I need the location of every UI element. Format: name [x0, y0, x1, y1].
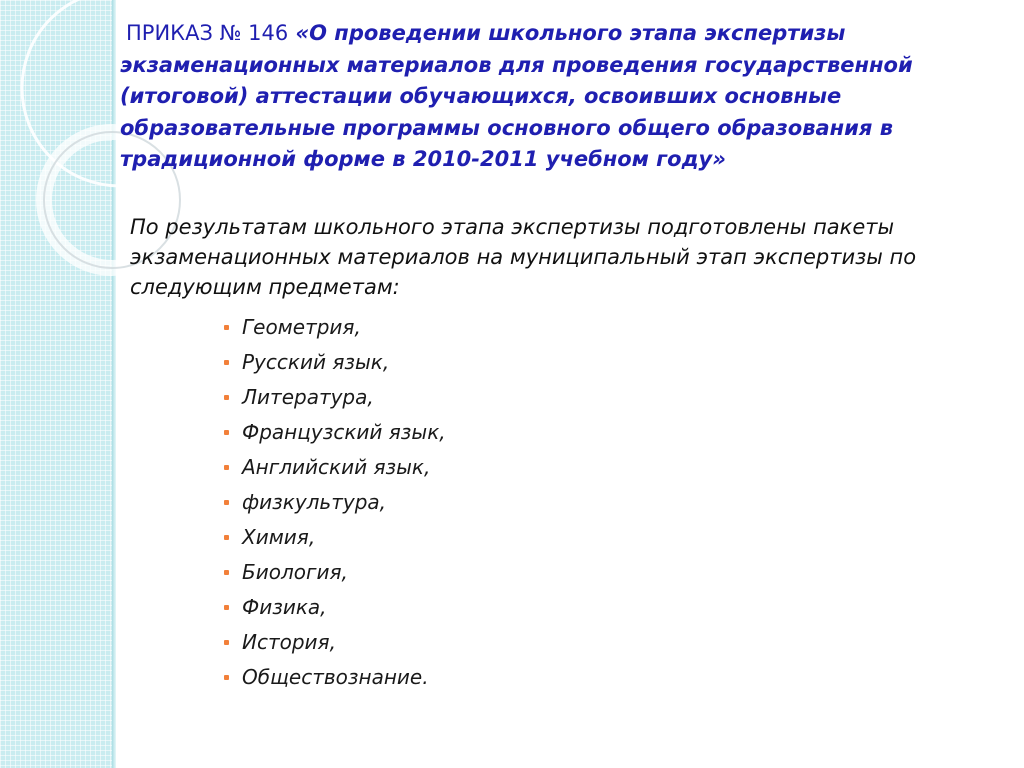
list-item	[222, 347, 446, 382]
list-item	[222, 627, 446, 662]
order-title-text: «О проведении школьного этапа экспертизы экзаменационных материалов для проведения государственной (итоговой) аттестации обучающихся, освоивших основные образовательные программы основного общего образования в традиционной форме в 2010-2011 учебном году»	[120, 21, 913, 171]
intro-paragraph: По результатам школьного этапа экспертизы подготовлены пакеты экзаменационных материалов на муниципальный этап экспертизы по следующим предметам:	[130, 215, 917, 299]
bullet-icon	[224, 535, 229, 540]
list-item	[222, 452, 446, 487]
list-item	[222, 417, 446, 452]
list-item	[222, 557, 446, 592]
subject-label: физкультура,	[242, 490, 387, 514]
bullet-icon	[224, 570, 229, 575]
subject-label: История,	[242, 630, 336, 654]
bullet-icon	[224, 465, 229, 470]
list-item	[222, 522, 446, 557]
subject-label: Биология,	[242, 560, 348, 584]
bullet-icon	[224, 360, 229, 365]
order-number: ПРИКАЗ № 146	[126, 21, 289, 45]
list-item	[222, 662, 446, 697]
bullet-icon	[224, 325, 229, 330]
list-item	[222, 487, 446, 522]
bullet-icon	[224, 640, 229, 645]
subject-label: Физика,	[242, 595, 327, 619]
list-item	[222, 382, 446, 417]
slide-title	[120, 18, 1000, 176]
subject-label: Английский язык,	[242, 455, 431, 479]
subject-label: Литература,	[242, 385, 374, 409]
subject-label: Обществознание.	[242, 665, 429, 689]
bullet-icon	[224, 500, 229, 505]
subjects-list	[222, 312, 446, 697]
bullet-icon	[224, 675, 229, 680]
subject-label: Геометрия,	[242, 315, 361, 339]
bullet-icon	[224, 430, 229, 435]
subject-label: Русский язык,	[242, 350, 390, 374]
subject-label: Французский язык,	[242, 420, 446, 444]
bullet-icon	[224, 395, 229, 400]
list-item	[222, 592, 446, 627]
bullet-icon	[224, 605, 229, 610]
subject-label: Химия,	[242, 525, 316, 549]
list-item	[222, 312, 446, 347]
